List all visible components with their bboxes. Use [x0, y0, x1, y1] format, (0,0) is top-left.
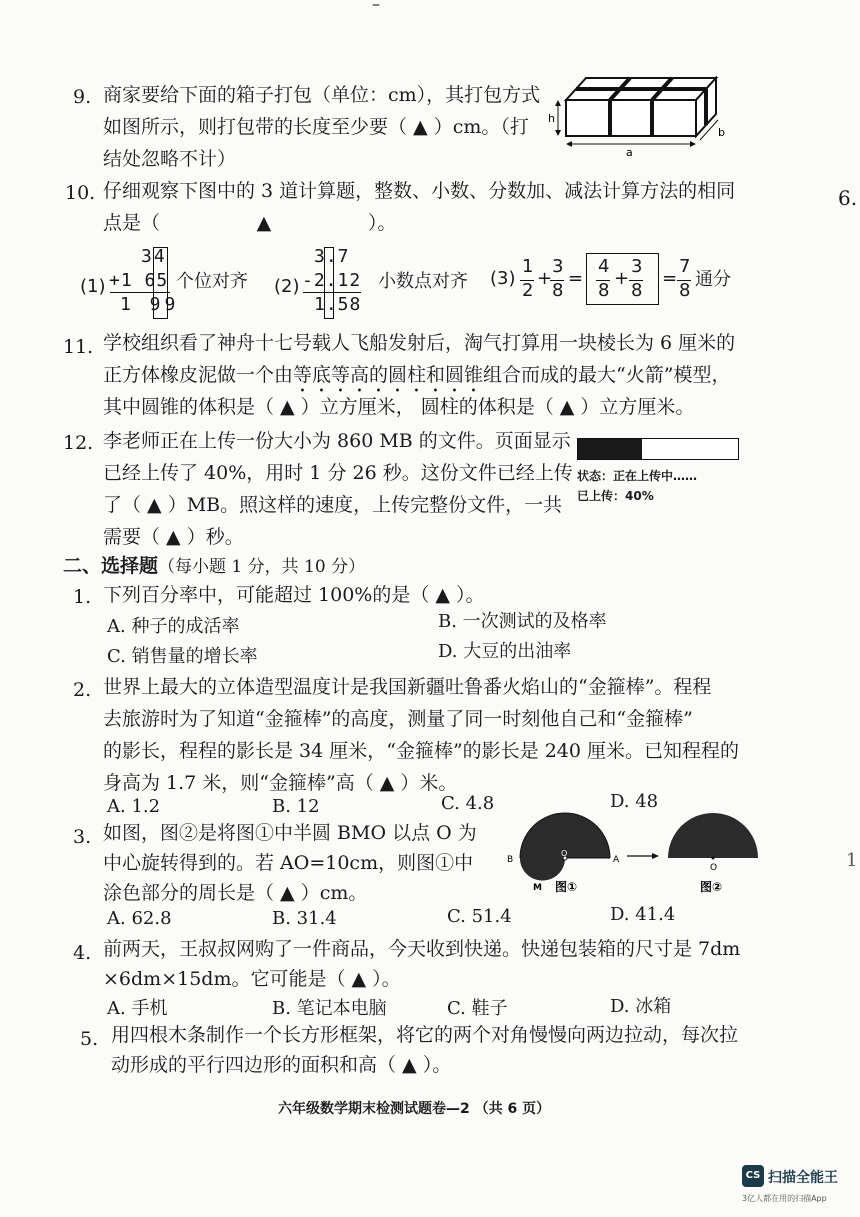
fraction-2-num: 3	[552, 256, 564, 277]
text-segment: 正方体橡皮泥做一个由	[103, 364, 294, 386]
fraction-5-den: 8	[679, 280, 691, 301]
question-number: 2.	[73, 679, 92, 701]
upload-status: 状态：正在上传中……	[577, 469, 698, 483]
question-text: 用四根木条制作一个长方形框架，将它的两个对角慢慢向两边拉动，每次拉	[111, 1024, 739, 1046]
calc-1-row-2: +1 65	[109, 270, 169, 291]
figure-2-caption: 图②	[700, 880, 723, 894]
option-c: C. 销售量的增长率	[107, 646, 258, 667]
label-b: B	[507, 855, 514, 865]
option-a: A. 手机	[107, 998, 168, 1019]
question-number: 9.	[73, 86, 92, 108]
question-text: 了（ ▲ ）MB。照这样的速度，上传完整份文件，一共	[103, 494, 563, 516]
upload-progress-bar	[577, 438, 739, 460]
question-text: 世界上最大的立体造型温度计是我国新疆吐鲁番火焰山的“金箍棒”。程程	[103, 676, 712, 698]
section-title: 二、选择题	[63, 555, 159, 577]
calc-2-row-3: 1.58	[314, 294, 362, 315]
fraction-4-den: 8	[631, 280, 643, 301]
section-2-header	[63, 551, 365, 578]
question-text: 仔细观察下图中的 3 道计算题，整数、小数、分数加、减法计算方法的相同	[103, 180, 736, 202]
question-text: 如图，图②是将图①中半圆 BMO 以点 O 为	[103, 822, 477, 844]
label-a: a	[626, 146, 633, 156]
calc-3-label: (3)	[490, 268, 516, 289]
question-number: 1.	[73, 586, 92, 608]
question-text: 李老师正在上传一份大小为 860 MB 的文件。页面显示	[103, 430, 571, 452]
question-text: 如图所示，则打包带的长度至少要（ ▲ ）cm。（打	[103, 116, 529, 138]
option-b: B. 12	[272, 796, 320, 817]
question-number: 5.	[80, 1028, 99, 1050]
fraction-1-num: 1	[522, 256, 534, 277]
question-text: 学校组织看了神舟十七号载人飞船发射后，淘气打算用一块棱长为 6 厘米的	[103, 332, 736, 354]
units-column-box	[153, 247, 168, 319]
option-c: C. 4.8	[441, 793, 495, 814]
scanner-logo-icon: CS	[742, 1165, 764, 1187]
section-note: （每小题 1 分，共 10 分）	[158, 557, 366, 577]
question-number: 12.	[63, 432, 94, 454]
question-text: 其中圆锥的体积是（ ▲ ）立方厘米， 圆柱的体积是（ ▲ ）立方厘米。	[103, 396, 695, 418]
calc-2-row-2: -2.12	[302, 270, 362, 291]
option-d: D. 大豆的出油率	[438, 641, 572, 662]
question-text: 去旅游时为了知道“金箍棒”的高度，测量了同一时刻他自己和“金箍棒”	[103, 708, 693, 730]
side-mark-lower: 1	[846, 850, 858, 871]
option-a: A. 种子的成活率	[107, 616, 240, 637]
option-b: B. 笔记本电脑	[272, 998, 387, 1019]
label-o: O	[561, 849, 568, 858]
scanner-app-name: 扫描全能王	[768, 1170, 838, 1186]
fraction-5-num: 7	[679, 256, 691, 277]
label-a: A	[613, 855, 620, 865]
question-text: 的影长，程程的影长是 34 厘米，“金箍棒”的影长是 240 厘米。已知程程的	[103, 740, 740, 762]
box-diagram	[548, 70, 728, 156]
rotation-figure	[505, 808, 765, 900]
emphasized-text: 等底等高的圆柱和圆锥	[293, 364, 484, 386]
calc-2-row-1: 3.7	[314, 246, 350, 267]
option-d: D. 冰箱	[610, 996, 672, 1017]
plus-sign: +	[537, 268, 553, 289]
question-text: 结处忽略不计）	[103, 148, 237, 170]
question-text: 需要（ ▲ ）秒。	[103, 526, 244, 548]
scanner-tagline: 3亿人都在用的扫描App	[742, 1194, 827, 1203]
label-o2: O	[710, 863, 718, 873]
question-text: 下列百分率中，可能超过 100%的是（ ▲ ）。	[103, 584, 485, 606]
option-b: B. 一次测试的及格率	[438, 611, 607, 632]
option-a: A. 62.8	[107, 908, 172, 929]
equals-sign: =	[568, 268, 584, 289]
question-text: 前两天，王叔叔网购了一件商品，今天收到快递。快递包装箱的尺寸是 7dm	[103, 938, 741, 960]
label-m: M	[533, 883, 542, 893]
equals-sign: =	[662, 268, 678, 289]
fraction-3-num: 4	[598, 256, 610, 277]
question-text: 点是（ ▲ ）。	[103, 212, 397, 234]
option-d: D. 41.4	[610, 904, 676, 925]
upload-progress-fill	[578, 439, 642, 459]
option-d: D. 48	[610, 791, 659, 812]
question-number: 3.	[73, 826, 92, 848]
calc-1-row-3: 1 99	[120, 294, 180, 315]
question-text: 中心旋转得到的。若 AO=10cm，则图①中	[103, 852, 474, 874]
question-text: 涂色部分的周长是（ ▲ ）cm。	[103, 882, 368, 904]
question-number: 11.	[63, 336, 94, 358]
question-text: 身高为 1.7 米，则“金箍棒”高（ ▲ ）米。	[103, 772, 458, 794]
calc-3-note: 通分	[695, 269, 731, 290]
fraction-4-num: 3	[631, 256, 643, 277]
option-c: C. 51.4	[447, 906, 512, 927]
calc-1-label: (1)	[80, 276, 106, 297]
question-number: 10.	[65, 182, 96, 204]
question-text: 动形成的平行四边形的面积和高（ ▲ ）。	[111, 1054, 452, 1076]
calc-1-note: 个位对齐	[176, 271, 248, 292]
calc-1-row-1: 34	[141, 246, 167, 267]
plus-sign: +	[614, 268, 630, 289]
upload-percent: 已上传：40%	[577, 489, 654, 503]
label-h: h	[548, 112, 555, 125]
option-c: C. 鞋子	[447, 998, 508, 1019]
calc-2-label: (2)	[274, 276, 300, 297]
side-mark: 6.	[838, 186, 858, 210]
figure-1-caption: 图①	[555, 880, 578, 894]
option-b: B. 31.4	[272, 908, 337, 929]
question-text: ×6dm×15dm。它可能是（ ▲ ）。	[103, 968, 401, 990]
page-mark: –	[372, 0, 380, 13]
fraction-3-den: 8	[598, 280, 610, 301]
fraction-1-den: 2	[522, 280, 534, 301]
question-number: 4.	[73, 942, 92, 964]
label-b: b	[718, 126, 725, 139]
option-a: A. 1.2	[107, 796, 161, 817]
fraction-2-den: 8	[552, 280, 564, 301]
question-text: 已经上传了 40%，用时 1 分 26 秒。这份文件已经上传	[103, 462, 573, 484]
text-segment: 组合而成的最大“火箭”模型，	[483, 364, 731, 386]
calc-2-note: 小数点对齐	[378, 271, 468, 292]
question-text: 商家要给下面的箱子打包（单位：cm），其打包方式	[103, 84, 541, 106]
page-footer: 六年级数学期末检测试题卷—2 （共 6 页）	[278, 1101, 551, 1117]
decimal-point-box	[324, 247, 334, 319]
